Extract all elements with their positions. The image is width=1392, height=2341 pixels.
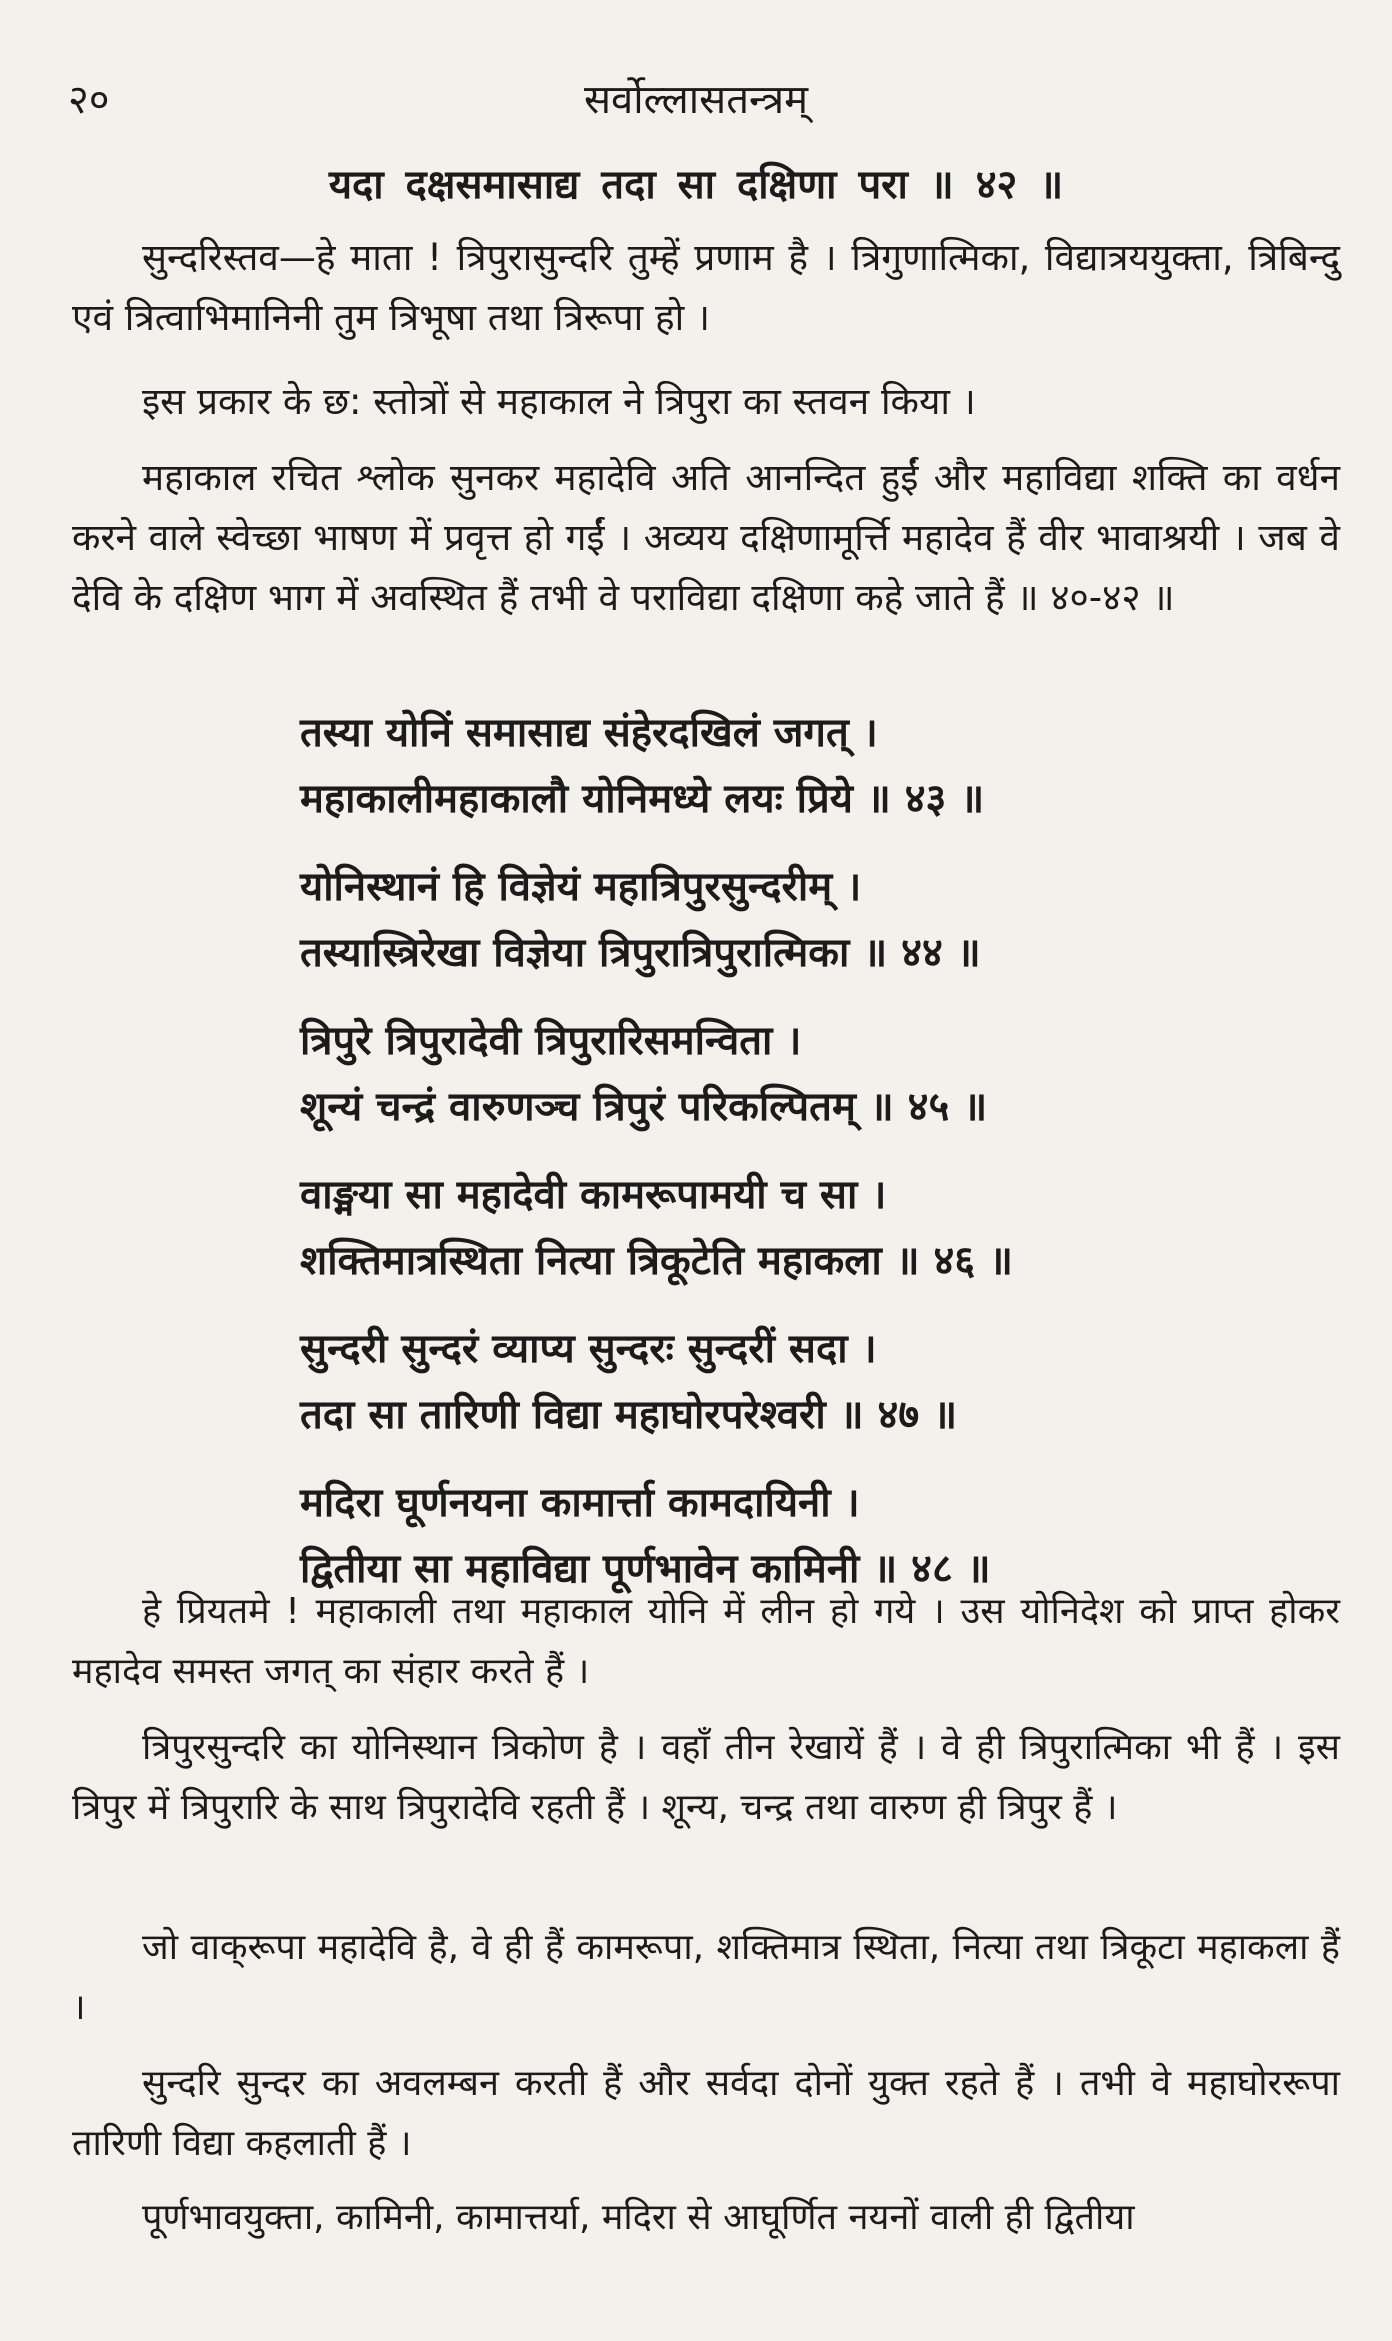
commentary-paragraph: हे प्रियतमे ! महाकाली तथा महाकाल योनि में लीन हो गये । उस योनिदेश को प्राप्त होकर महादेव समस्त जगत् का संहार करते हैं । [72,1591,1340,1692]
verse-line: तस्या योनिं समासाद्य संहेरदखिलं जगत् । [300,710,878,756]
verse-line: तदा सा तारिणी विद्या महाघोरपरेश्वरी ॥ ४७ ॥ [300,1392,958,1438]
commentary-paragraph: जो वाक्‌रूपा महादेवि है, वे ही हैं कामरूपा, शक्तिमात्र स्थिता, नित्या तथा त्रिकूटा महाकला हैं । [72,1927,1340,2028]
verse-line: वाङ्मया सा महादेवी कामरूपामयी च सा । [300,1172,887,1218]
commentary-paragraph: सुन्दरि सुन्दर का अवलम्बन करती हैं और सर्वदा दोनों युक्त रहते हैं । तभी वे महाघोररूपा तारिणी विद्या कहलाती हैं । [72,2063,1340,2164]
running-title: सर्वोल्लासतन्त्रम् [584,77,808,123]
page-header [60,70,1332,130]
translation-paragraph: महाकाल रचित श्लोक सुनकर महादेवि अति आनन्दित हुईं और महाविद्या शक्ति का वर्धन करने वाले स्वेच्छा भाषण में प्रवृत्त हो गईं । अव्यय दक्षिणामूर्त्ति महादेव हैं वीर भावाश्रयी । जब वे देवि के दक्षिण भाग में अवस्थित हैं तभी वे पराविद्या दक्षिणा कहे जाते हैं ॥ ४०-४२ ॥ [72,456,1340,619]
verse-stanza [300,854,1280,986]
verse-line: त्रिपुरे त्रिपुरादेवी त्रिपुरारिसमन्विता । [300,1018,802,1064]
verse-block [300,700,1280,1624]
verse-line: सुन्दरी सुन्दरं व्याप्य सुन्दरः सुन्दरीं सदा । [300,1326,877,1372]
verse-42-line: यदा दक्षसमासाद्य तदा सा दक्षिणा परा ॥ ४२ ॥ [328,162,1064,208]
verse-line: तस्यास्त्रिरेखा विज्ञेया त्रिपुरात्रिपुरात्मिका ॥ ४४ ॥ [300,930,981,976]
page-number: २० [68,77,110,123]
verse-line: योनिस्थानं हि विज्ञेयं महात्रिपुरसुन्दरीम् । [300,864,862,910]
verse-line: महाकालीमहाकालौ योनिमध्ये लयः प्रिये ॥ ४३ ॥ [300,776,985,822]
verse-line: शक्तिमात्रस्थिता नित्या त्रिकूटेति महाकला ॥ ४६ ॥ [300,1238,1013,1284]
verse-stanza [300,700,1280,832]
verse-stanza [300,1008,1280,1140]
verse-stanza [300,1162,1280,1294]
translation-paragraph: इस प्रकार के छ: स्तोत्रों से महाकाल ने त्रिपुरा का स्तवन किया । [142,380,976,423]
verse-line: द्वितीया सा महाविद्या पूर्णभावेन कामिनी ॥ ४८ ॥ [300,1546,991,1592]
verse-line: शून्यं चन्द्रं वारुणञ्च त्रिपुरं परिकल्पितम् ॥ ४५ ॥ [300,1084,988,1130]
verse-stanza [300,1316,1280,1448]
commentary-paragraph: त्रिपुरसुन्दरि का योनिस्थान त्रिकोण है । वहाँ तीन रेखायें हैं । वे ही त्रिपुरात्मिका भी हैं । इस त्रिपुर में त्रिपुरारि के साथ त्रिपुरादेवि रहती हैं । शून्य, चन्द्र तथा वारुण ही त्रिपुर हैं । [72,1727,1340,1828]
translation-paragraph: सुन्दरिस्तव—हे माता ! त्रिपुरासुन्दरि तुम्हें प्रणाम है । त्रिगुणात्मिका, विद्यात्रययुक्ता, त्रिबिन्दु एवं त्रित्वाभिमानिनी तुम त्रिभूषा तथा त्रिरूपा हो । [72,236,1340,339]
commentary-paragraph: पूर्णभावयुक्ता, कामिनी, कामात्तर्या, मदिरा से आघूर्णित नयनों वाली ही द्वितीया [142,2197,1135,2238]
verse-line: मदिरा घूर्णनयना कामार्त्ता कामदायिनी । [300,1480,860,1526]
